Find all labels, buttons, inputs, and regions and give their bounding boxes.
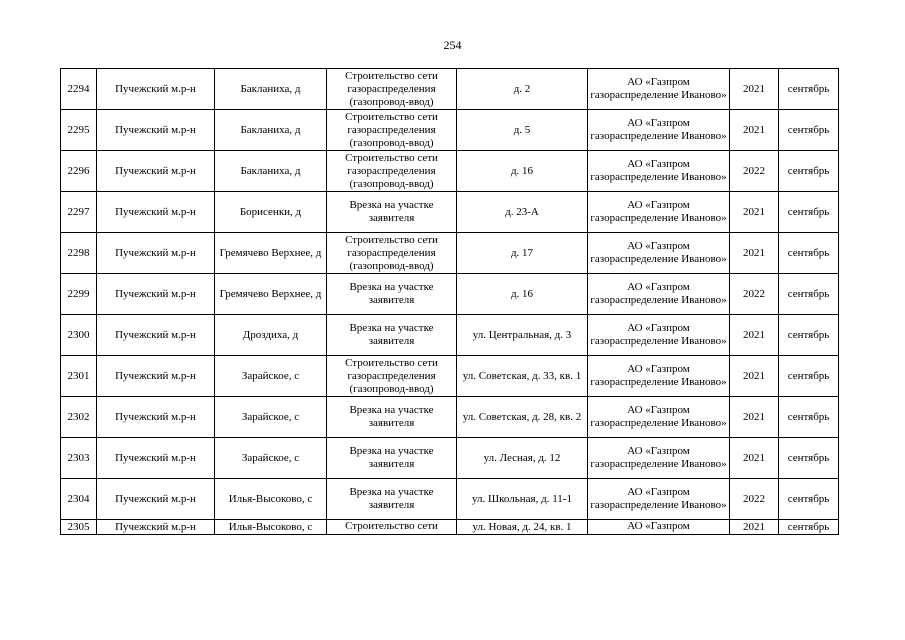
work-type-cell: Врезка на участке заявителя bbox=[327, 479, 457, 520]
row-number: 2295 bbox=[61, 110, 97, 151]
address-cell: д. 16 bbox=[457, 151, 588, 192]
address-cell: д. 5 bbox=[457, 110, 588, 151]
address-cell: д. 16 bbox=[457, 274, 588, 315]
table-row bbox=[61, 397, 839, 438]
table-row bbox=[61, 438, 839, 479]
table-row bbox=[61, 110, 839, 151]
work-type-cell: Врезка на участке заявителя bbox=[327, 397, 457, 438]
year-cell: 2021 bbox=[730, 69, 779, 110]
month-cell: сентябрь bbox=[779, 479, 839, 520]
row-number: 2299 bbox=[61, 274, 97, 315]
work-type-cell: Врезка на участке заявителя bbox=[327, 438, 457, 479]
table-row bbox=[61, 69, 839, 110]
year-cell: 2021 bbox=[730, 192, 779, 233]
year-cell: 2021 bbox=[730, 356, 779, 397]
settlement-cell: Гремячево Верхнее, д bbox=[215, 274, 327, 315]
district-cell: Пучежский м.р-н bbox=[97, 192, 215, 233]
work-type-cell: Строительство сети газораспределения (газопровод-ввод) bbox=[327, 151, 457, 192]
settlement-cell: Борисенки, д bbox=[215, 192, 327, 233]
year-cell: 2022 bbox=[730, 479, 779, 520]
work-type-cell: Строительство сети газораспределения (газопровод-ввод) bbox=[327, 110, 457, 151]
row-number: 2305 bbox=[61, 520, 97, 535]
district-cell: Пучежский м.р-н bbox=[97, 110, 215, 151]
year-cell: 2021 bbox=[730, 110, 779, 151]
row-number: 2298 bbox=[61, 233, 97, 274]
organization-cell: АО «Газпром газораспределение Иваново» bbox=[588, 356, 730, 397]
organization-cell: АО «Газпром газораспределение Иваново» bbox=[588, 233, 730, 274]
row-number: 2300 bbox=[61, 315, 97, 356]
table-row bbox=[61, 315, 839, 356]
address-cell: ул. Школьная, д. 11-1 bbox=[457, 479, 588, 520]
organization-cell: АО «Газпром газораспределение Иваново» bbox=[588, 438, 730, 479]
settlement-cell: Бакланиха, д bbox=[215, 151, 327, 192]
row-number: 2304 bbox=[61, 479, 97, 520]
organization-cell: АО «Газпром газораспределение Иваново» bbox=[588, 110, 730, 151]
table-row bbox=[61, 520, 839, 535]
table-row bbox=[61, 151, 839, 192]
year-cell: 2021 bbox=[730, 315, 779, 356]
district-cell: Пучежский м.р-н bbox=[97, 315, 215, 356]
organization-cell: АО «Газпром газораспределение Иваново» bbox=[588, 315, 730, 356]
row-number: 2296 bbox=[61, 151, 97, 192]
settlement-cell: Илья-Высоково, с bbox=[215, 520, 327, 535]
month-cell: сентябрь bbox=[779, 69, 839, 110]
month-cell: сентябрь bbox=[779, 233, 839, 274]
work-type-cell: Врезка на участке заявителя bbox=[327, 315, 457, 356]
settlement-cell: Бакланиха, д bbox=[215, 69, 327, 110]
year-cell: 2021 bbox=[730, 438, 779, 479]
table-row bbox=[61, 356, 839, 397]
month-cell: сентябрь bbox=[779, 520, 839, 535]
work-type-cell: Строительство сети газораспределения (газопровод-ввод) bbox=[327, 69, 457, 110]
district-cell: Пучежский м.р-н bbox=[97, 233, 215, 274]
table-row bbox=[61, 479, 839, 520]
table-row bbox=[61, 192, 839, 233]
organization-cell: АО «Газпром газораспределение Иваново» bbox=[588, 479, 730, 520]
district-cell: Пучежский м.р-н bbox=[97, 438, 215, 479]
year-cell: 2021 bbox=[730, 233, 779, 274]
district-cell: Пучежский м.р-н bbox=[97, 274, 215, 315]
settlement-cell: Илья-Высоково, с bbox=[215, 479, 327, 520]
settlement-cell: Дроздиха, д bbox=[215, 315, 327, 356]
settlement-cell: Гремячево Верхнее, д bbox=[215, 233, 327, 274]
settlement-cell: Бакланиха, д bbox=[215, 110, 327, 151]
page-number: 254 bbox=[443, 38, 462, 52]
work-type-cell: Строительство сети газораспределения (газопровод-ввод) bbox=[327, 233, 457, 274]
row-number: 2303 bbox=[61, 438, 97, 479]
row-number: 2301 bbox=[61, 356, 97, 397]
address-cell: д. 2 bbox=[457, 69, 588, 110]
month-cell: сентябрь bbox=[779, 438, 839, 479]
year-cell: 2021 bbox=[730, 520, 779, 535]
district-cell: Пучежский м.р-н bbox=[97, 151, 215, 192]
row-number: 2297 bbox=[61, 192, 97, 233]
month-cell: сентябрь bbox=[779, 192, 839, 233]
district-cell: Пучежский м.р-н bbox=[97, 356, 215, 397]
organization-cell: АО «Газпром газораспределение Иваново» bbox=[588, 192, 730, 233]
month-cell: сентябрь bbox=[779, 274, 839, 315]
row-number: 2294 bbox=[61, 69, 97, 110]
district-cell: Пучежский м.р-н bbox=[97, 479, 215, 520]
work-type-cell: Строительство сети газораспределения (газопровод-ввод) bbox=[327, 356, 457, 397]
address-cell: ул. Новая, д. 24, кв. 1 bbox=[457, 520, 588, 535]
district-cell: Пучежский м.р-н bbox=[97, 520, 215, 535]
settlement-cell: Зарайское, с bbox=[215, 397, 327, 438]
month-cell: сентябрь bbox=[779, 397, 839, 438]
organization-cell: АО «Газпром газораспределение Иваново» bbox=[588, 274, 730, 315]
settlement-cell: Зарайское, с bbox=[215, 356, 327, 397]
year-cell: 2022 bbox=[730, 151, 779, 192]
address-cell: ул. Лесная, д. 12 bbox=[457, 438, 588, 479]
organization-cell: АО «Газпром газораспределение Иваново» bbox=[588, 397, 730, 438]
row-number: 2302 bbox=[61, 397, 97, 438]
month-cell: сентябрь bbox=[779, 151, 839, 192]
address-cell: д. 23-А bbox=[457, 192, 588, 233]
organization-cell: АО «Газпром газораспределение Иваново» bbox=[588, 69, 730, 110]
month-cell: сентябрь bbox=[779, 315, 839, 356]
work-type-cell: Строительство сети bbox=[327, 520, 457, 535]
month-cell: сентябрь bbox=[779, 356, 839, 397]
address-cell: ул. Советская, д. 33, кв. 1 bbox=[457, 356, 588, 397]
organization-cell: АО «Газпром газораспределение Иваново» bbox=[588, 151, 730, 192]
organization-cell: АО «Газпром bbox=[588, 520, 730, 535]
year-cell: 2022 bbox=[730, 274, 779, 315]
work-type-cell: Врезка на участке заявителя bbox=[327, 274, 457, 315]
work-type-cell: Врезка на участке заявителя bbox=[327, 192, 457, 233]
address-cell: д. 17 bbox=[457, 233, 588, 274]
table-row bbox=[61, 233, 839, 274]
settlement-cell: Зарайское, с bbox=[215, 438, 327, 479]
district-cell: Пучежский м.р-н bbox=[97, 397, 215, 438]
address-cell: ул. Центральная, д. 3 bbox=[457, 315, 588, 356]
year-cell: 2021 bbox=[730, 397, 779, 438]
gas-connection-table bbox=[60, 68, 839, 535]
table-row bbox=[61, 274, 839, 315]
month-cell: сентябрь bbox=[779, 110, 839, 151]
district-cell: Пучежский м.р-н bbox=[97, 69, 215, 110]
address-cell: ул. Советская, д. 28, кв. 2 bbox=[457, 397, 588, 438]
